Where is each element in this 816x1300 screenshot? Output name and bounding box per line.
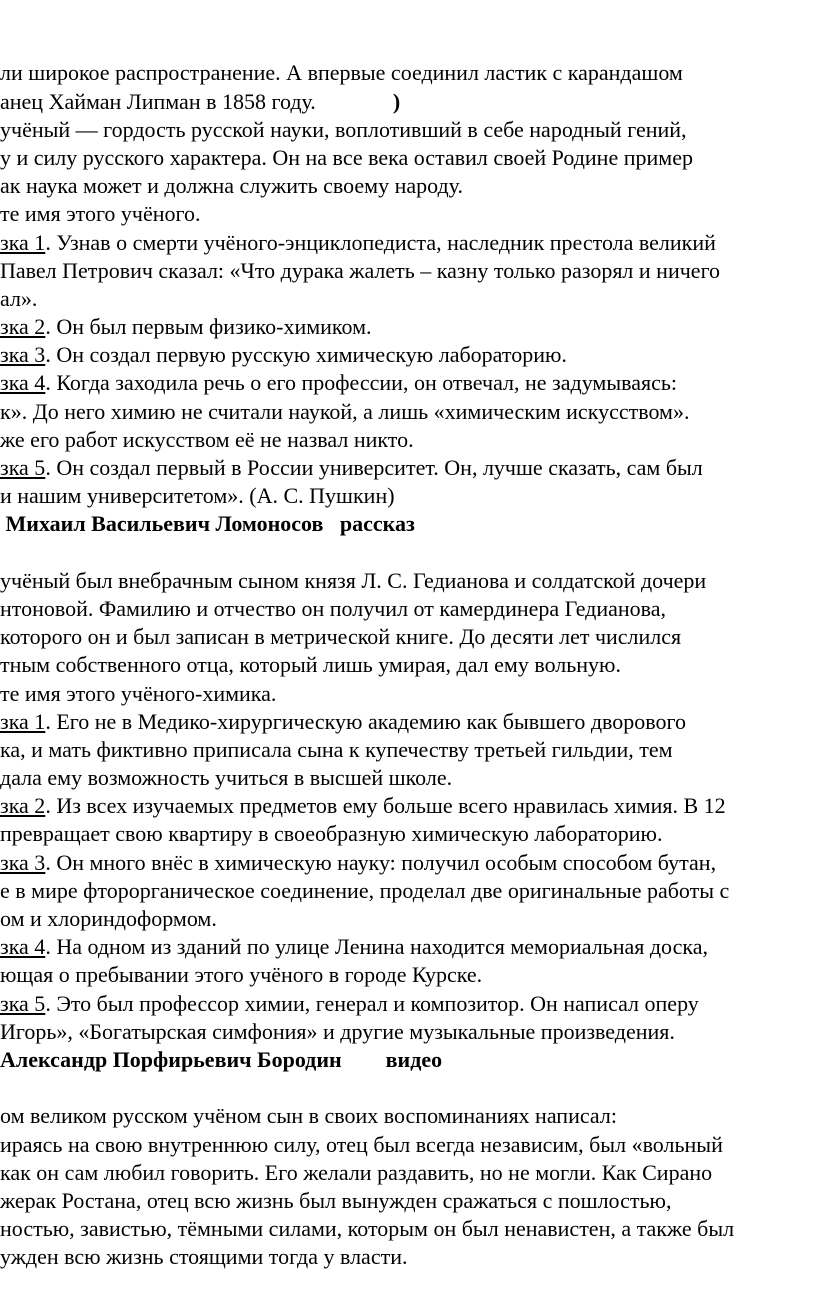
text-line xyxy=(0,1187,816,1215)
text-segment: . Когда заходила речь о его профессии, он отвечал, не задумываясь: xyxy=(45,370,678,396)
text-segment: анец Хайман Липман в 1858 году. xyxy=(0,88,393,114)
text-segment: к». До него химию не считали наукой, а лишь «химическим искусством». xyxy=(0,398,690,424)
bold-text-segment: Михаил Васильевич Ломоносов рассказ xyxy=(0,511,415,537)
text-line xyxy=(0,116,816,144)
hint-label: зка 3 xyxy=(0,342,46,368)
bold-text-segment: Александр Порфирьевич Бородин видео xyxy=(0,1046,443,1072)
text-line xyxy=(0,482,816,510)
text-line xyxy=(0,1131,816,1159)
text-segment: дала ему возможность учиться в высшей школе. xyxy=(0,765,453,791)
text-segment: же его работ искусством её не назвал никто. xyxy=(0,426,414,452)
text-segment: ка, и мать фиктивно приписала сына к купечеству третьей гильдии, тем xyxy=(0,736,673,762)
text-line xyxy=(0,708,816,736)
text-segment: . Он был первым физико-химиком. xyxy=(45,314,372,340)
text-line xyxy=(0,736,816,764)
text-line xyxy=(0,567,816,595)
blank-line xyxy=(0,1074,816,1102)
text-line xyxy=(0,285,816,313)
text-line xyxy=(0,144,816,172)
text-line xyxy=(0,313,816,341)
text-segment: Игорь», «Богатырская симфония» и другие музыкальные произведения. xyxy=(0,1018,675,1044)
blank-line xyxy=(0,539,816,567)
text-line xyxy=(0,792,816,820)
text-line xyxy=(0,623,816,651)
text-line xyxy=(0,820,816,848)
text-line xyxy=(0,426,816,454)
text-segment: ли широкое распространение. А впервые соединил ластик с карандашом xyxy=(0,60,683,86)
text-line xyxy=(0,764,816,792)
hint-label: зка 2 xyxy=(0,314,46,340)
text-line xyxy=(0,877,816,905)
hint-label: зка 5 xyxy=(0,455,46,481)
text-segment: и нашим университетом». (А. С. Пушкин) xyxy=(0,483,395,509)
text-line xyxy=(0,200,816,228)
text-line xyxy=(0,1018,816,1046)
text-line xyxy=(0,172,816,200)
text-segment: как он сам любил говорить. Его желали раздавить, но не могли. Как Сирано xyxy=(0,1159,713,1185)
text-line xyxy=(0,905,816,933)
text-segment: превращает свою квартиру в своеобразную химическую лабораторию. xyxy=(0,821,663,847)
text-segment: . На одном из зданий по улице Ленина находится мемориальная доска, xyxy=(45,934,708,960)
text-segment: . Он создал первый в России университет. Он, лучше сказать, сам был xyxy=(45,455,703,481)
hint-label: зка 3 xyxy=(0,849,46,875)
text-segment: тным собственного отца, который лишь умирая, дал ему вольную. xyxy=(0,652,621,678)
text-segment: которого он и был записан в метрической книге. До десяти лет числился xyxy=(0,624,682,650)
text-line xyxy=(0,341,816,369)
text-line xyxy=(0,595,816,623)
text-segment: ющая о пребывании этого учёного в городе Курске. xyxy=(0,962,483,988)
text-line xyxy=(0,990,816,1018)
text-segment: е в мире фторорганическое соединение, проделал две оригинальные работы с xyxy=(0,877,730,903)
text-line xyxy=(0,961,816,989)
hint-label: зка 4 xyxy=(0,370,46,396)
hint-label: зка 1 xyxy=(0,229,46,255)
text-segment: ак наука может и должна служить своему народу. xyxy=(0,173,463,199)
text-line xyxy=(0,680,816,708)
text-line xyxy=(0,59,816,87)
text-segment: учёный был внебрачным сыном князя Л. С. Гедианова и солдатской дочери xyxy=(0,567,707,593)
text-line xyxy=(0,229,816,257)
text-line xyxy=(0,369,816,397)
text-segment: . Узнав о смерти учёного-энциклопедиста, наследник престола великий xyxy=(45,229,716,255)
text-segment: . Он создал первую русскую химическую лабораторию. xyxy=(45,342,567,368)
text-segment: нтоновой. Фамилию и отчество он получил от камердинера Гедианова, xyxy=(0,595,667,621)
hint-label: зка 1 xyxy=(0,708,46,734)
text-segment: ужден всю жизнь стоящими тогда у власти. xyxy=(0,1244,408,1270)
text-segment: ом и хлориндоформом. xyxy=(0,906,217,932)
text-line xyxy=(0,933,816,961)
text-line xyxy=(0,849,816,877)
text-segment: те имя этого учёного. xyxy=(0,201,201,227)
text-line xyxy=(0,1159,816,1187)
text-line xyxy=(0,1046,816,1074)
text-segment: ираясь на свою внутреннюю силу, отец был всегда независим, был «вольный xyxy=(0,1131,723,1157)
text-segment: . Он много внёс в химическую науку: получил особым способом бутан, xyxy=(45,849,717,875)
hint-label: зка 2 xyxy=(0,793,46,819)
text-segment: . Это был профессор химии, генерал и композитор. Он написал оперу xyxy=(45,990,699,1016)
text-segment: те имя этого учёного-химика. xyxy=(0,680,277,706)
text-segment: . Из всех изучаемых предметов ему больше всего нравилась химия. В 12 xyxy=(45,793,726,819)
text-segment: ом великом русском учёном сын в своих воспоминаниях написал: xyxy=(0,1103,617,1129)
text-segment: жерак Ростана, отец всю жизнь был вынужден сражаться с пошлостью, xyxy=(0,1187,672,1213)
text-segment: Павел Петрович сказал: «Что дурака жалеть – казну только разорял и ничего xyxy=(0,257,721,283)
text-line xyxy=(0,398,816,426)
text-line xyxy=(0,1243,816,1271)
text-line xyxy=(0,454,816,482)
text-line xyxy=(0,88,816,116)
hint-label: зка 5 xyxy=(0,990,46,1016)
text-line xyxy=(0,510,816,538)
text-segment: у и силу русского характера. Он на все века оставил своей Родине пример xyxy=(0,144,693,170)
text-segment: ал». xyxy=(0,285,38,311)
text-segment: . Его не в Медико-хирургическую академию как бывшего дворового xyxy=(45,708,686,734)
bold-text-segment: ) xyxy=(392,88,401,114)
hint-label: зка 4 xyxy=(0,934,46,960)
text-line xyxy=(0,257,816,285)
document-text xyxy=(0,59,816,1271)
text-line xyxy=(0,1102,816,1130)
text-line xyxy=(0,651,816,679)
text-line xyxy=(0,1215,816,1243)
text-segment: ностью, завистью, тёмными силами, которым он был ненавистен, а также был xyxy=(0,1216,735,1242)
text-segment: учёный — гордость русской науки, воплотивший в себе народный гений, xyxy=(0,116,687,142)
